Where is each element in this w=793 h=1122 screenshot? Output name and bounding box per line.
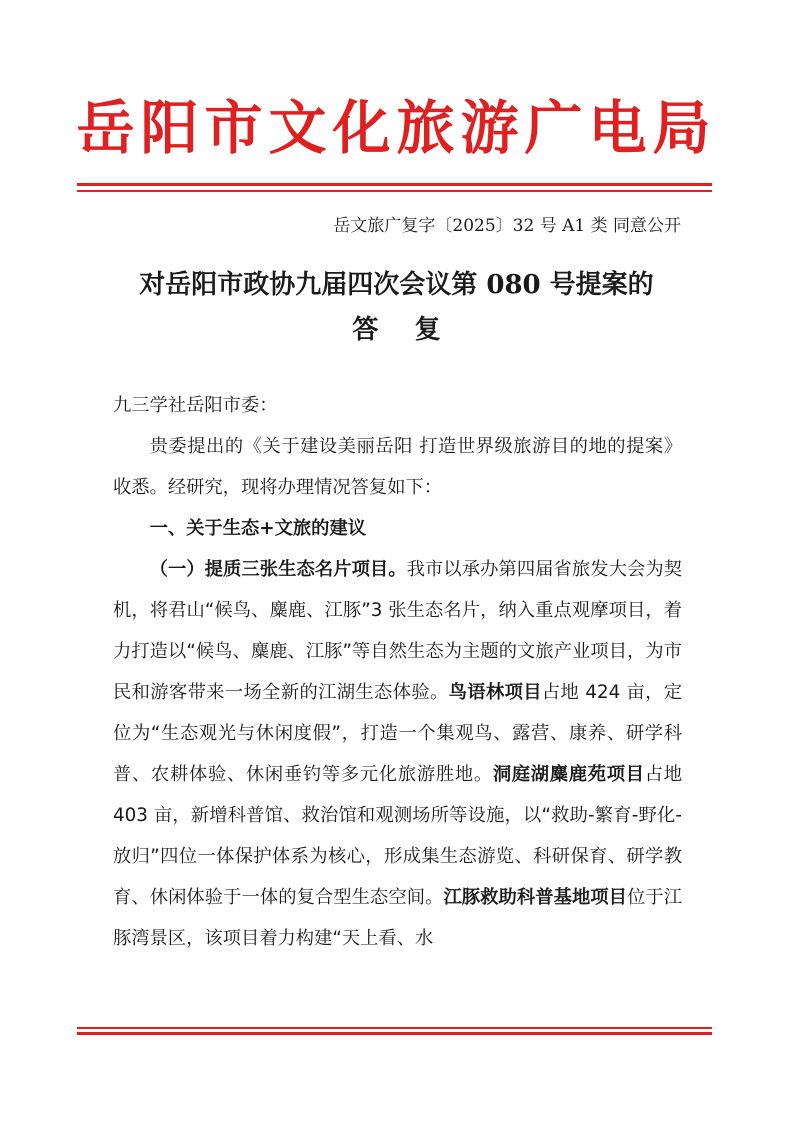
paragraph-text-4: 位于江豚湾景区，该项目着力构建“天上看、水: [113, 887, 683, 949]
paragraph-text-2: 占地 424 亩，定位为“生态观光与休闲度假”，打造一个集观鸟、露营、康养、研学科普、农耕体验、休闲垂钓等多元化旅游胜地。: [113, 682, 683, 785]
section-heading-1: 一、关于生态+文旅的建议: [149, 518, 367, 539]
footer-rule-thick: [77, 1032, 712, 1035]
subsection-heading-1: （一）提质三张生态名片项目。: [149, 559, 407, 580]
paragraph-text-3: 占地 403 亩，新增科普馆、救治馆和观测场所等设施，以“救助-繁育-野化-放归”四位一体保护体系为核心，形成集生态游览、科研保育、研学教育、休闲体验于一体的复合型生态空间。: [113, 764, 683, 908]
subsection-paragraph-1: [113, 549, 682, 959]
paragraph-text-1: 我市以承办第四届省旅发大会为契机，将君山“候鸟、麋鹿、江豚”3 张生态名片，纳入重点观摩项目，着力打造以“候鸟、麋鹿、江豚”等自然生态为主题的文旅产业项目，为市民和游客带来一场全新的江湖生态体验。: [113, 559, 682, 703]
porpoise-base-project: 江豚救助科普基地项目: [443, 887, 628, 908]
reply-title-line1: 对岳阳市政协九届四次会议第 080 号提案的: [139, 270, 654, 300]
bird-forest-project: 鸟语林项目: [448, 682, 542, 703]
reply-title-line2: 答 复: [352, 315, 441, 345]
agency-letterhead: 岳阳市文化旅游广电局: [76, 94, 717, 162]
header-rule-thick: [77, 183, 712, 186]
document-number: 岳文旅广复字〔2025〕32 号 A1 类 同意公开: [333, 216, 681, 236]
document-body: [113, 385, 682, 959]
elk-park-project: 洞庭湖麋鹿苑项目: [492, 764, 645, 785]
header-rule-thin: [77, 190, 712, 192]
footer-rule-thin: [77, 1027, 712, 1029]
intro-paragraph: 贵委提出的《关于建设美丽岳阳 打造世界级旅游目的地的提案》收悉。经研究，现将办理情况答复如下：: [113, 436, 682, 498]
salutation: 九三学社岳阳市委：: [113, 395, 278, 416]
